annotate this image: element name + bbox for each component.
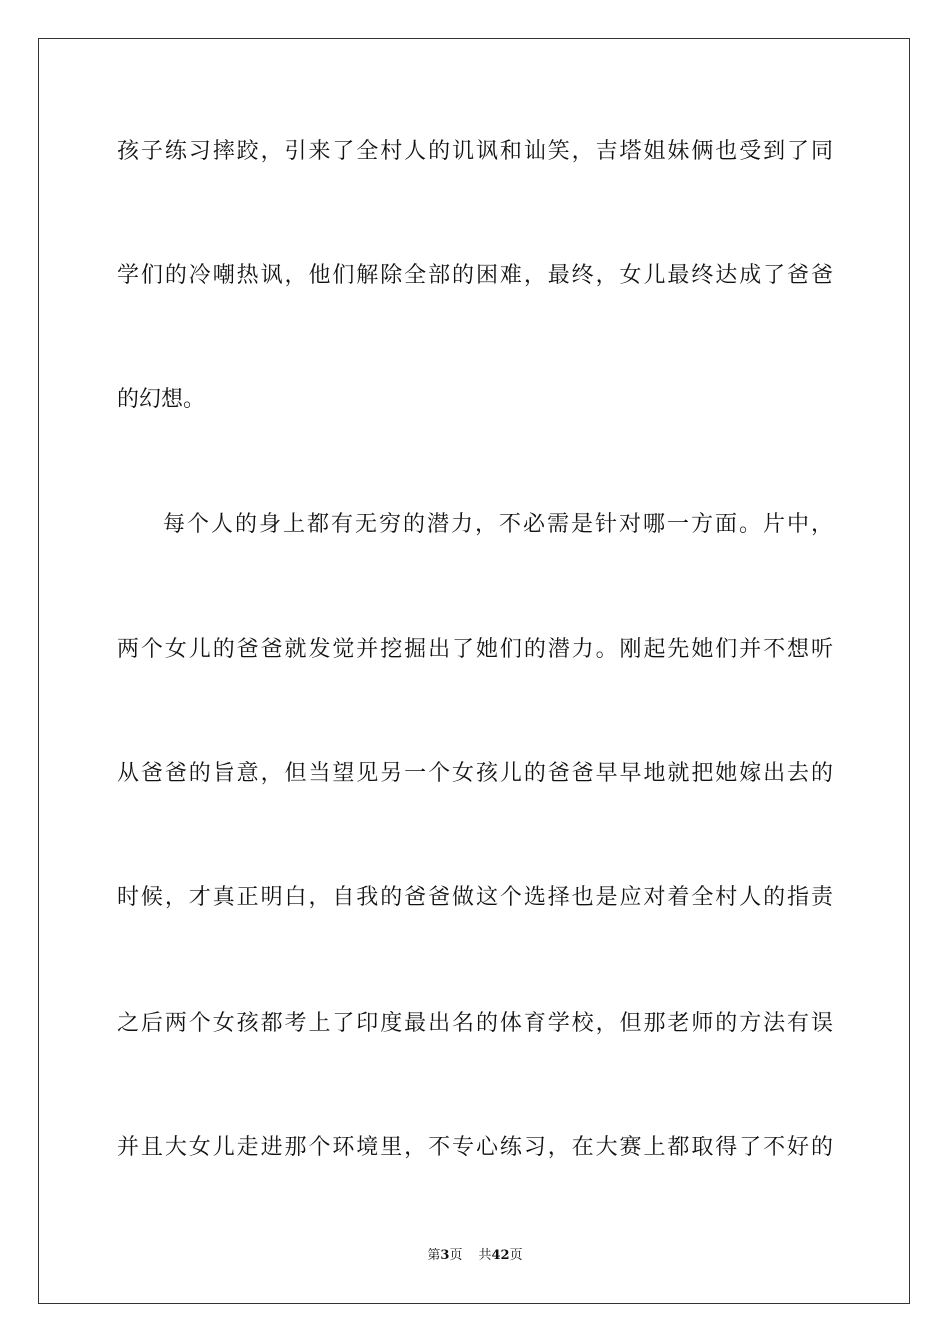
paragraph-first-line: 每个人的身上都有无穷的潜力，不必需是针对哪一方面。片中， (163, 512, 833, 537)
page-suffix: 页 (449, 1248, 463, 1263)
page-border (38, 38, 910, 1304)
body-text-line: 两个女儿的爸爸就发觉并挖掘出了她们的潜力。刚起先她们并不想听 (117, 637, 833, 662)
body-text-line: 并且大女儿走进那个环境里，不专心练习，在大赛上都取得了不好的 (117, 1135, 833, 1160)
body-text-line: 的幻想。 (117, 387, 206, 412)
body-text-line: 从爸爸的旨意，但当望见另一个女孩儿的爸爸早早地就把她嫁出去的 (117, 761, 833, 786)
total-pages: 42 (491, 1248, 510, 1263)
body-text-line: 之后两个女孩都考上了印度最出名的体育学校，但那老师的方法有误 (117, 1011, 833, 1036)
total-suffix: 页 (509, 1248, 523, 1263)
page-footer (0, 1248, 950, 1264)
body-text-line: 孩子练习摔跤，引来了全村人的讥讽和讪笑，吉塔姐妹俩也受到了同 (117, 139, 833, 164)
page-prefix: 第 (427, 1248, 441, 1263)
total-prefix: 共 (478, 1248, 492, 1263)
body-text-line: 时候，才真正明白，自我的爸爸做这个选择也是应对着全村人的指责 (117, 885, 833, 910)
body-text-line: 学们的冷嘲热讽，他们解除全部的困难，最终，女儿最终达成了爸爸 (117, 263, 833, 288)
page-number: 3 (440, 1248, 450, 1263)
